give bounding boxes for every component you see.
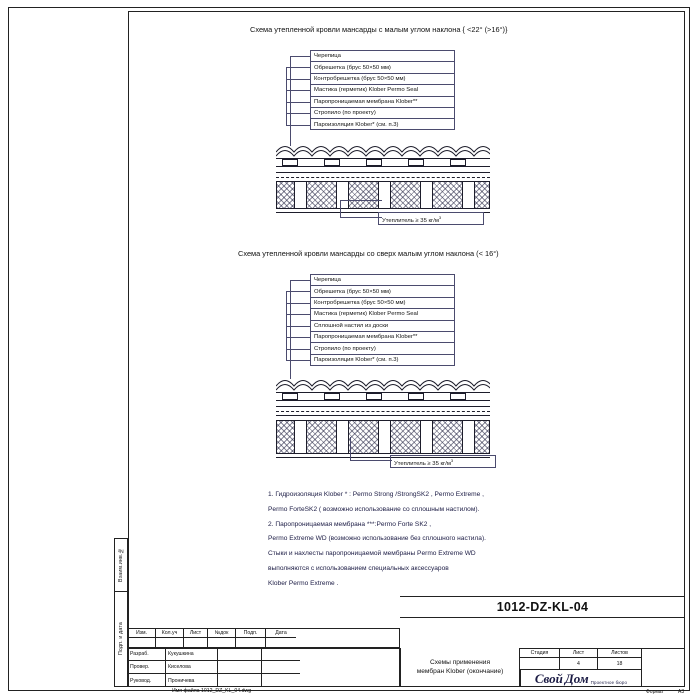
batten	[408, 393, 424, 400]
insulation-leader	[340, 200, 382, 201]
batten	[282, 393, 298, 400]
role-name-rukovod: Проничева	[166, 674, 218, 687]
role-label-rukovod: Руковод.	[128, 674, 166, 687]
section-line-dashed	[276, 411, 490, 412]
format-label: Формат	[646, 689, 664, 695]
note-line: выполняются с использованием специальных аксессуаров	[268, 564, 449, 572]
company-subtitle: Проектное бюро	[590, 679, 628, 685]
role-sign-prover	[218, 661, 262, 674]
insulation-leader	[350, 437, 351, 461]
section-line	[276, 415, 490, 416]
role-label-razrab: Разраб.	[128, 648, 166, 661]
batten	[324, 393, 340, 400]
role-sign-rukovod	[218, 674, 262, 687]
legend-row: Сплошной настил из доски	[311, 321, 454, 332]
rev-header-data: Дата	[266, 628, 296, 638]
filename-label: Имя файла 1012_DZ_KL_04.dwg	[172, 688, 252, 694]
batten	[324, 159, 340, 166]
rafter	[462, 182, 475, 208]
section-line	[276, 400, 490, 401]
legend-row: Обрешетка (брус 50×50 мм)	[311, 62, 454, 73]
rafter	[462, 421, 475, 453]
rev-col-divider	[184, 638, 208, 648]
sheet-code: 1012-DZ-KL-04	[400, 596, 685, 618]
rev-col-divider	[156, 638, 184, 648]
stamp-strip-2-label: Взаим.инв.№	[118, 547, 124, 583]
batten	[366, 159, 382, 166]
legend-row: Обрешетка (брус 50×50 мм)	[311, 286, 454, 297]
note-line: Permo ForteSK2 ( возможно использование со сплошным настилом).	[268, 505, 480, 513]
insulation-leader	[340, 217, 382, 218]
rafter	[378, 182, 391, 208]
stage-header-list: Лист	[560, 648, 598, 658]
batten	[282, 159, 298, 166]
stage-value-listov: 18	[598, 658, 642, 670]
stage-header-listov: Листов	[598, 648, 642, 658]
batten	[408, 159, 424, 166]
legend-row: Контробрешетка (брус 50×50 мм)	[311, 74, 454, 85]
company-logo-cell	[520, 670, 642, 687]
insulation-note-sup: 3	[450, 458, 454, 463]
rafter	[420, 421, 433, 453]
insulation-note-sup: 3	[438, 215, 442, 220]
scheme-2-title: Схема утепленной кровли мансарды со сверх малым углом наклона (< 16°)	[238, 249, 499, 258]
role-date-prover	[262, 661, 300, 674]
drawing-title-line-1: Схемы применения	[429, 659, 491, 666]
leader-line-vertical	[286, 67, 287, 126]
section-line	[276, 172, 490, 173]
roof-tiles-1	[276, 140, 490, 160]
role-date-rukovod	[262, 674, 300, 687]
note-line: Permo Extreme WD (возможно использование без сплошного настила).	[268, 535, 487, 543]
rev-col-divider	[208, 638, 236, 648]
drawing-title-cell	[400, 648, 520, 687]
rafter	[336, 421, 349, 453]
batten	[450, 159, 466, 166]
legend-row: Черепица	[311, 275, 454, 286]
role-label-prover: Провер.	[128, 661, 166, 674]
stamp-strip-1	[114, 591, 128, 687]
rafter	[294, 182, 307, 208]
legend-row: Черепица	[311, 51, 454, 62]
section-line	[276, 406, 490, 407]
stage-header-stadia: Стадия	[520, 648, 560, 658]
section-line-dashed	[276, 177, 490, 178]
scheme-1-section	[276, 140, 490, 216]
insulation-note-text: Утеплитель ≥ 35 кг/м	[382, 217, 439, 224]
note-line: Стыки и нахлесты паропроницаемой мембраны Permo Extreme WD	[268, 550, 476, 558]
rev-header-ndok: №док	[208, 628, 236, 638]
scheme-1-insulation-note-box	[378, 212, 484, 225]
legend-row: Стропило (по проекту)	[311, 108, 454, 119]
rev-header-izm: Изм.	[128, 628, 156, 638]
stage-value-list: 4	[560, 658, 598, 670]
stamp-strip-2	[114, 538, 128, 592]
leader-line-vertical	[286, 291, 287, 361]
rev-header-podp: Подп.	[236, 628, 266, 638]
legend-row: Мастика (герметик) Klober Permo Seal	[311, 85, 454, 96]
rev-header-list: Лист	[184, 628, 208, 638]
legend-row: Пароизоляция Klober* (см. п.3)	[314, 122, 399, 129]
title-block-right-border	[642, 648, 685, 687]
legend-row: Контробрешетка (брус 50×50 мм)	[311, 298, 454, 309]
batten	[366, 393, 382, 400]
role-name-prover: Киселова	[166, 661, 218, 674]
insulation-leader	[340, 200, 341, 218]
leader-line-vertical	[290, 56, 291, 146]
insulation-note-text: Утеплитель ≥ 35 кг/м	[394, 460, 451, 467]
roof-tiles-2	[276, 374, 490, 394]
stamp-strip-1-label: Подп. и дата	[118, 622, 124, 656]
role-name-razrab: Кукушкина	[166, 648, 218, 661]
scheme-1-legend	[310, 50, 455, 130]
company-name-part-1: Свой	[534, 670, 563, 686]
role-date-razrab	[262, 648, 300, 661]
leader-line	[290, 56, 310, 57]
scheme-2-legend	[310, 274, 455, 366]
legend-row: Стропило (по проекту)	[311, 343, 454, 354]
leader-line	[290, 280, 310, 281]
section-line	[276, 166, 490, 167]
format-value: А3	[678, 689, 685, 695]
legend-row: Мастика (герметик) Klober Permo Seal	[311, 309, 454, 320]
rev-header-koluch: Кол.уч	[156, 628, 184, 638]
leader-line-vertical	[290, 280, 291, 379]
legend-row: Паропроницаемая мембрана Klober**	[311, 332, 454, 343]
legend-row: Паропроницаемая мембрана Klober**	[311, 97, 454, 108]
scheme-2-insulation-note	[394, 458, 453, 467]
drawing-title-line-2: мембран Klober (окончание)	[416, 668, 504, 675]
section-line	[276, 453, 490, 454]
rafter	[336, 182, 349, 208]
rev-col-divider	[128, 638, 156, 648]
notes-block	[268, 488, 568, 592]
rafter	[420, 182, 433, 208]
company-name-part-2: Дом	[564, 670, 589, 686]
note-line: 1. Гидроизоляция Klober * : Permo Strong /StrongSK2 , Permo Extreme ,	[268, 491, 484, 498]
stage-value-stadia	[520, 658, 560, 670]
note-line: 2. Паропроницаемая мембрана ***:Permo Forte SK2 ,	[268, 520, 432, 528]
scheme-2-section	[276, 374, 490, 462]
legend-row: Пароизоляция Klober* (см. п.3)	[314, 357, 399, 364]
scheme-1-title: Схема утепленной кровли мансарды с малым углом наклона { <22° (>16°)}	[250, 25, 508, 34]
section-line	[276, 208, 490, 209]
insulation-leader	[350, 460, 392, 461]
batten	[450, 393, 466, 400]
role-sign-razrab	[218, 648, 262, 661]
rev-col-divider	[236, 638, 266, 648]
note-line: Klober Permo Extreme .	[268, 579, 339, 587]
rafter	[294, 421, 307, 453]
rafter	[378, 421, 391, 453]
